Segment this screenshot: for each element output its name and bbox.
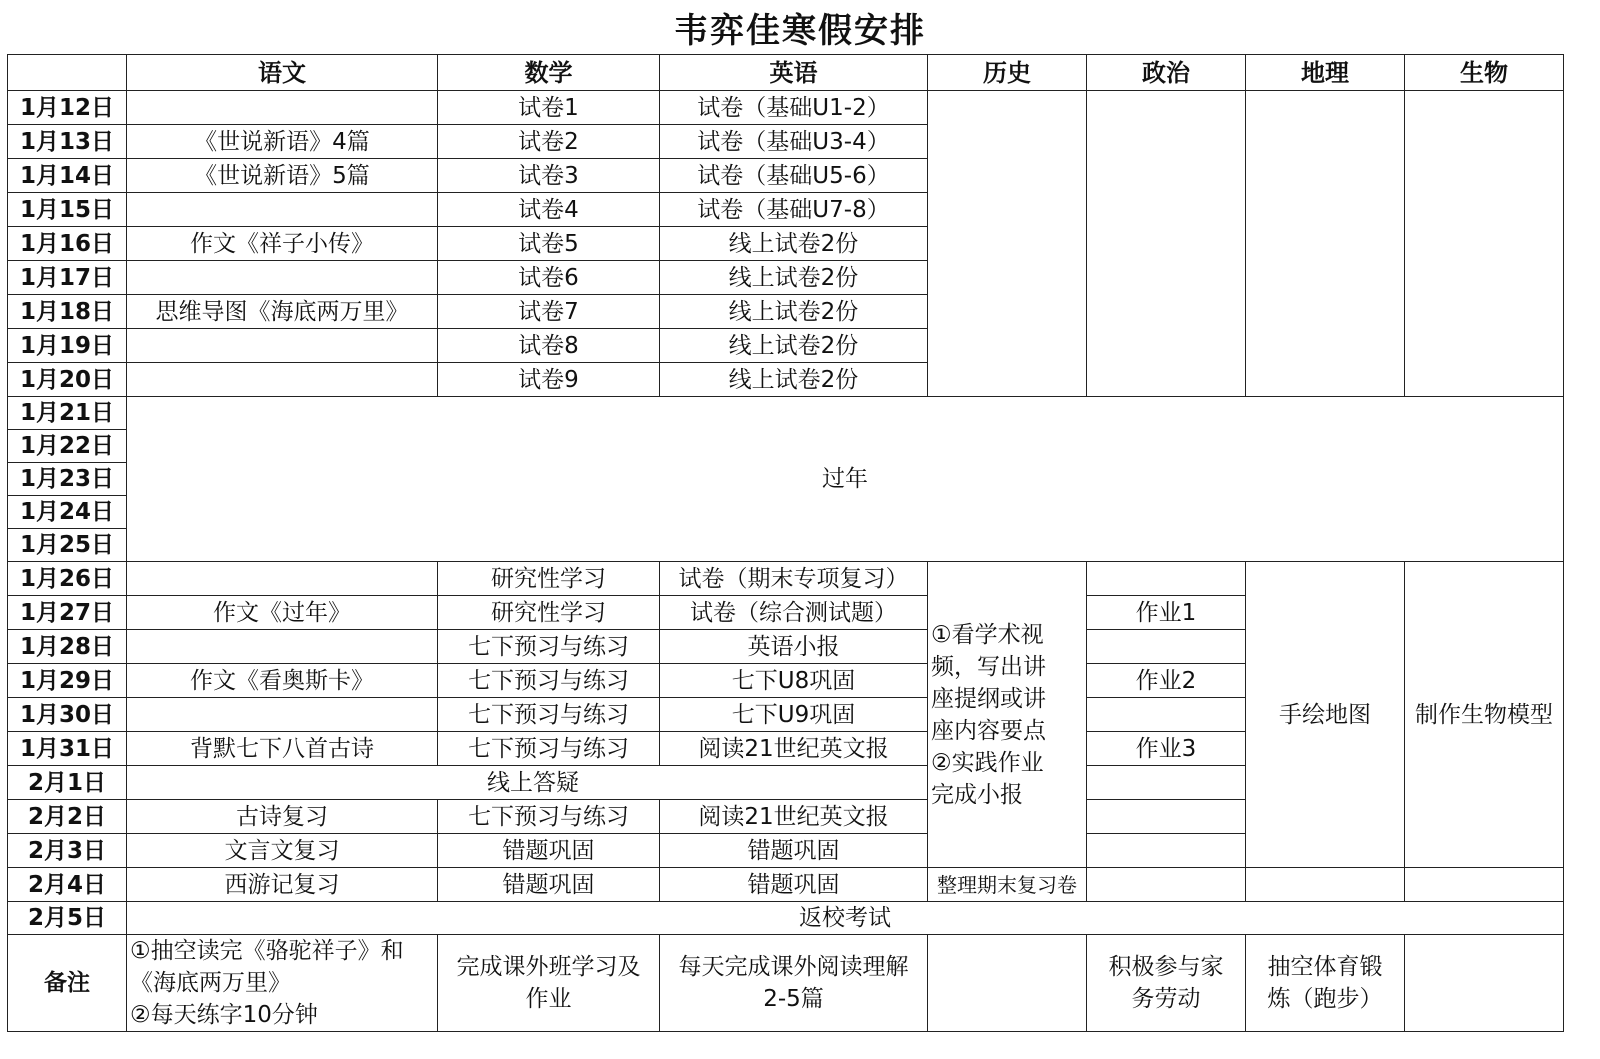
header-politics: 政治 xyxy=(1087,55,1246,91)
history-task-block xyxy=(928,562,1087,868)
math-cell: 研究性学习 xyxy=(438,596,660,630)
remarks-history xyxy=(928,935,1087,1032)
history-task-line: 频，写出讲 xyxy=(931,653,1046,680)
math-cell: 试卷3 xyxy=(438,159,660,193)
remarks-label: 备注 xyxy=(8,935,127,1032)
chinese-cell: 作文《看奥斯卡》 xyxy=(127,664,438,698)
chinese-cell xyxy=(127,562,438,596)
chinese-cell: 作文《祥子小传》 xyxy=(127,227,438,261)
date-cell: 1月18日 xyxy=(8,295,127,329)
math-cell: 试卷4 xyxy=(438,193,660,227)
remark-line: 2-5篇 xyxy=(763,986,824,1012)
chinese-cell: 《世说新语》5篇 xyxy=(127,159,438,193)
math-cell: 试卷1 xyxy=(438,91,660,125)
english-cell: 错题巩固 xyxy=(660,834,928,868)
remark-line: 完成课外班学习及 xyxy=(456,954,641,980)
politics-cell: 作业2 xyxy=(1087,664,1246,698)
schedule-table xyxy=(7,54,1564,1032)
date-cell: 1月12日 xyxy=(8,91,127,125)
politics-cell xyxy=(1087,868,1246,902)
english-cell: 试卷（基础U1-2） xyxy=(660,91,928,125)
biology-task-block: 制作生物模型 xyxy=(1405,562,1564,868)
date-cell: 1月25日 xyxy=(8,529,127,562)
chinese-cell: 背默七下八首古诗 xyxy=(127,732,438,766)
geography-empty-block xyxy=(1246,91,1405,397)
math-cell: 试卷9 xyxy=(438,363,660,397)
remark-line: 每天完成课外阅读理解 xyxy=(678,954,909,980)
page-title: 韦弈佳寒假安排 xyxy=(674,11,926,51)
chinese-cell: 思维导图《海底两万里》 xyxy=(127,295,438,329)
date-cell: 1月31日 xyxy=(8,732,127,766)
date-cell: 1月19日 xyxy=(8,329,127,363)
geography-cell xyxy=(1246,868,1405,902)
remarks-chinese xyxy=(127,935,438,1032)
math-cell: 七下预习与练习 xyxy=(438,732,660,766)
date-cell: 1月14日 xyxy=(8,159,127,193)
math-cell: 试卷8 xyxy=(438,329,660,363)
math-cell: 七下预习与练习 xyxy=(438,664,660,698)
politics-cell: 作业3 xyxy=(1087,732,1246,766)
history-task-line: ①看学术视 xyxy=(931,621,1044,648)
date-cell: 1月27日 xyxy=(8,596,127,630)
date-cell: 1月26日 xyxy=(8,562,127,596)
chinese-cell xyxy=(127,261,438,295)
chinese-cell xyxy=(127,698,438,732)
chinese-cell xyxy=(127,630,438,664)
date-cell: 2月3日 xyxy=(8,834,127,868)
date-cell: 1月29日 xyxy=(8,664,127,698)
remark-line: ②每天练字10分钟 xyxy=(130,1002,318,1028)
chinese-cell: 作文《过年》 xyxy=(127,596,438,630)
remark-line: 《海底两万里》 xyxy=(130,970,291,996)
chinese-cell: 《世说新语》4篇 xyxy=(127,125,438,159)
table-row xyxy=(8,868,1564,902)
date-cell: 1月13日 xyxy=(8,125,127,159)
remark-line: ①抽空读完《骆驼祥子》和 xyxy=(130,938,404,964)
header-biology: 生物 xyxy=(1405,55,1564,91)
history-task-line: 座提纲或讲 xyxy=(931,685,1046,712)
table-row xyxy=(8,397,1564,430)
date-cell: 1月30日 xyxy=(8,698,127,732)
math-cell: 试卷5 xyxy=(438,227,660,261)
header-english: 英语 xyxy=(660,55,928,91)
english-cell: 错题巩固 xyxy=(660,868,928,902)
remark-line: 积极参与家 xyxy=(1108,954,1224,980)
history-cell: 整理期末复习卷 xyxy=(928,868,1087,902)
history-task-line: 座内容要点 xyxy=(931,717,1046,744)
politics-cell xyxy=(1087,834,1246,868)
chinese-cell xyxy=(127,193,438,227)
header-row xyxy=(8,55,1564,91)
politics-cell xyxy=(1087,698,1246,732)
politics-cell xyxy=(1087,800,1246,834)
english-cell: 七下U9巩固 xyxy=(660,698,928,732)
english-cell: 试卷（基础U3-4） xyxy=(660,125,928,159)
header-corner xyxy=(8,55,127,91)
english-cell: 线上试卷2份 xyxy=(660,261,928,295)
header-history: 历史 xyxy=(928,55,1087,91)
biology-cell xyxy=(1405,868,1564,902)
remarks-math xyxy=(438,935,660,1032)
math-cell: 试卷6 xyxy=(438,261,660,295)
header-math: 数学 xyxy=(438,55,660,91)
chinese-cell xyxy=(127,363,438,397)
table-row xyxy=(8,91,1564,125)
header-geography: 地理 xyxy=(1246,55,1405,91)
header-chinese: 语文 xyxy=(127,55,438,91)
date-cell: 1月22日 xyxy=(8,430,127,463)
biology-empty-block xyxy=(1405,91,1564,397)
date-cell: 1月23日 xyxy=(8,463,127,496)
remarks-politics xyxy=(1087,935,1246,1032)
date-cell: 2月1日 xyxy=(8,766,127,800)
english-cell: 试卷（基础U5-6） xyxy=(660,159,928,193)
math-cell: 研究性学习 xyxy=(438,562,660,596)
history-empty-block xyxy=(928,91,1087,397)
remarks-geography xyxy=(1246,935,1405,1032)
return-exam-cell: 返校考试 xyxy=(127,902,1564,935)
english-cell: 试卷（基础U7-8） xyxy=(660,193,928,227)
date-cell: 1月16日 xyxy=(8,227,127,261)
chinese-cell: 文言文复习 xyxy=(127,834,438,868)
date-cell: 1月15日 xyxy=(8,193,127,227)
table-row xyxy=(8,902,1564,935)
remark-line: 作业 xyxy=(525,986,572,1012)
chinese-cell xyxy=(127,91,438,125)
english-cell: 英语小报 xyxy=(660,630,928,664)
politics-cell xyxy=(1087,562,1246,596)
remark-line: 抽空体育锻 xyxy=(1267,954,1383,980)
remark-line: 炼（跑步） xyxy=(1267,986,1383,1012)
english-cell: 阅读21世纪英文报 xyxy=(660,732,928,766)
date-cell: 2月2日 xyxy=(8,800,127,834)
date-cell: 2月5日 xyxy=(8,902,127,935)
date-cell: 1月28日 xyxy=(8,630,127,664)
date-cell: 1月21日 xyxy=(8,397,127,430)
date-cell: 2月4日 xyxy=(8,868,127,902)
math-cell: 七下预习与练习 xyxy=(438,800,660,834)
date-cell: 1月17日 xyxy=(8,261,127,295)
table-row xyxy=(8,562,1564,596)
politics-cell xyxy=(1087,630,1246,664)
english-cell: 线上试卷2份 xyxy=(660,295,928,329)
chinese-cell: 西游记复习 xyxy=(127,868,438,902)
english-cell: 试卷（期末专项复习） xyxy=(660,562,928,596)
english-cell: 线上试卷2份 xyxy=(660,329,928,363)
online-qa-cell: 线上答疑 xyxy=(127,766,928,800)
history-task-line: 完成小报 xyxy=(931,781,1023,808)
remarks-biology xyxy=(1405,935,1564,1032)
date-cell: 1月20日 xyxy=(8,363,127,397)
english-cell: 线上试卷2份 xyxy=(660,363,928,397)
math-cell: 试卷2 xyxy=(438,125,660,159)
english-cell: 试卷（综合测试题） xyxy=(660,596,928,630)
math-cell: 七下预习与练习 xyxy=(438,630,660,664)
chinese-cell: 古诗复习 xyxy=(127,800,438,834)
english-cell: 七下U8巩固 xyxy=(660,664,928,698)
math-cell: 错题巩固 xyxy=(438,868,660,902)
politics-cell xyxy=(1087,766,1246,800)
math-cell: 错题巩固 xyxy=(438,834,660,868)
history-task-line: ②实践作业 xyxy=(931,749,1044,776)
remark-line: 务劳动 xyxy=(1131,986,1201,1012)
politics-empty-block xyxy=(1087,91,1246,397)
math-cell: 七下预习与练习 xyxy=(438,698,660,732)
math-cell: 试卷7 xyxy=(438,295,660,329)
remarks-row xyxy=(8,935,1564,1032)
geography-task-block: 手绘地图 xyxy=(1246,562,1405,868)
politics-cell: 作业1 xyxy=(1087,596,1246,630)
remarks-english xyxy=(660,935,928,1032)
english-cell: 阅读21世纪英文报 xyxy=(660,800,928,834)
english-cell: 线上试卷2份 xyxy=(660,227,928,261)
chinese-cell xyxy=(127,329,438,363)
holiday-block: 过年 xyxy=(127,397,1564,562)
date-cell: 1月24日 xyxy=(8,496,127,529)
